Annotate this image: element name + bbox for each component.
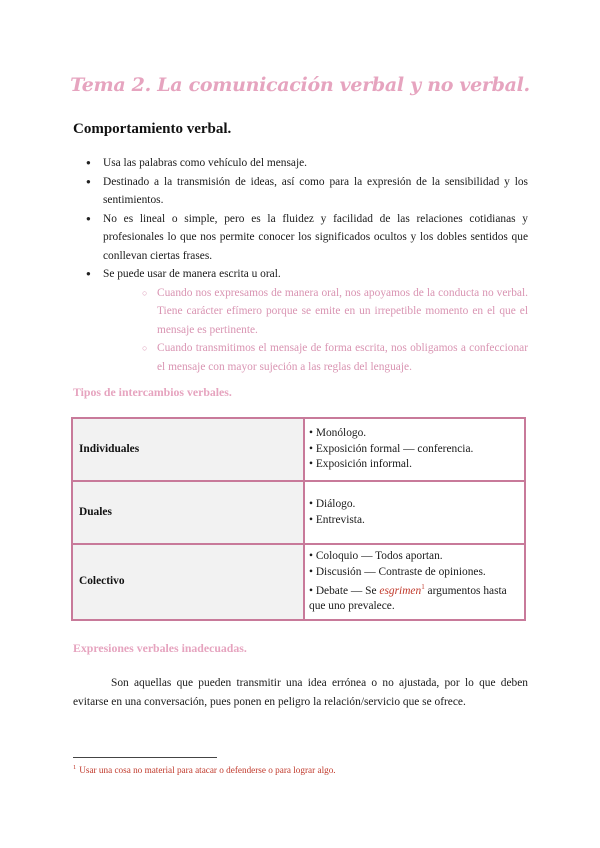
list-item-text: Se puede usar de manera escrita u oral. — [103, 268, 281, 280]
table-cell-items — [304, 544, 525, 620]
table-cell-category: Individuales — [72, 418, 304, 481]
list-item — [73, 265, 528, 376]
table-row — [72, 481, 525, 544]
footnote — [73, 764, 336, 775]
body-paragraph: Son aquellas que pueden transmitir una idea errónea o no ajustada, por lo que deben evitarse en una conversación, pues ponen en peligro la relación/servicio que se ofrece. — [73, 677, 528, 708]
list-item: ● Destinado a la transmisión de ideas, así como para la expresión de la sensibilidad y los sentimientos. — [73, 173, 528, 210]
list-item: ● No es lineal o simple, pero es la fluidez y facilidad de las relaciones cotidianas y profesionales lo que nos permite conocer los significados ocultos y los dobles sentidos que conllevan ciertas frases. — [73, 210, 528, 266]
sub-list-item: ○ Cuando nos expresamos de manera oral, nos apoyamos de la conducta no verbal. Tiene carácter efímero porque se emite en un irrepetible momento en el que el mensaje es pertinente. — [103, 284, 528, 340]
exchange-types-table — [71, 417, 526, 621]
footnote-text: Usar una cosa no material para atacar o defenderse o para lograr algo. — [79, 765, 336, 776]
list-item: ● Usa las palabras como vehículo del mensaje. — [73, 154, 528, 173]
footnote-marker[interactable]: 1 — [421, 583, 425, 592]
sub-list-item: ○ Cuando transmitimos el mensaje de forma escrita, nos obligamos a confeccionar el mensaje con mayor sujeción a las reglas del lenguaje. — [103, 339, 528, 376]
table-cell-category: Duales — [72, 481, 304, 544]
table-item: • Diálogo. — [309, 498, 356, 510]
table-cell-category: Colectivo — [72, 544, 304, 620]
table-item-text: argumentos hasta que uno prevalece. — [309, 584, 507, 613]
footnote-reference-word: esgrimen — [379, 584, 422, 597]
table-item: • Coloquio — Todos aportan. — [309, 550, 443, 563]
table-item: • Entrevista. — [309, 513, 365, 526]
table-item: • Discusión — Contraste de opiniones. — [309, 565, 486, 578]
table-item — [309, 580, 520, 615]
section-heading-tipos: Tipos de intercambios verbales. — [73, 385, 232, 399]
page-title: Tema 2. La comunicación verbal y no verbal. — [70, 74, 530, 96]
table-row — [72, 544, 525, 620]
table-item: • Monólogo. — [309, 427, 367, 440]
table-item-text: • Debate — Se — [309, 584, 380, 597]
section-heading-verbal: Comportamiento verbal. — [73, 121, 232, 137]
verbal-bullet-list — [73, 154, 528, 376]
table-cell-items — [304, 481, 525, 544]
footnote-divider — [73, 757, 217, 758]
table-item: • Exposición informal. — [309, 458, 413, 471]
footnote-number: 1 — [73, 764, 77, 771]
sub-bullet-list — [103, 284, 528, 377]
table-cell-items — [304, 418, 525, 481]
table-row — [72, 418, 525, 481]
section-heading-expresiones: Expresiones verbales inadecuadas. — [73, 641, 247, 655]
table-item: • Exposición formal — conferencia. — [309, 442, 474, 455]
